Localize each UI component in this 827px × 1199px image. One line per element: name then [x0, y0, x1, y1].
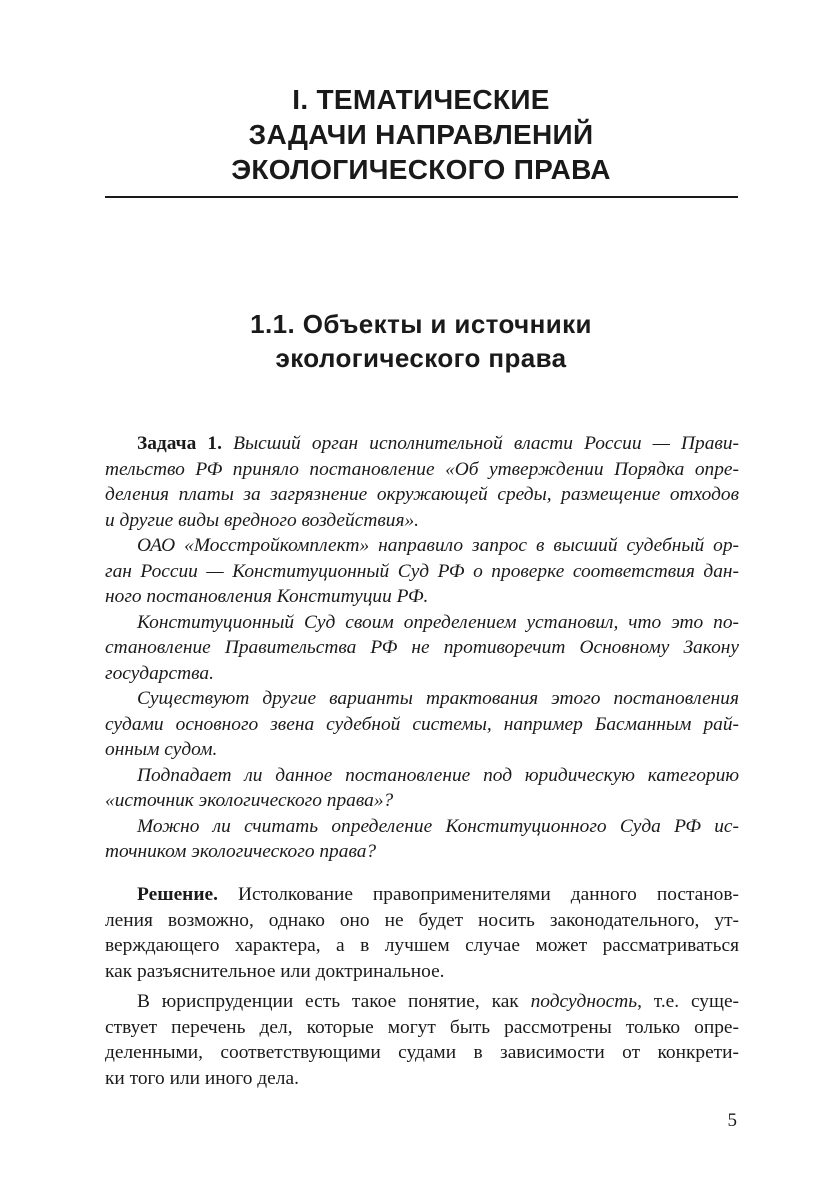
solution-line: ки того или иного дела. — [105, 1067, 299, 1089]
solution-line: деленными, соответствующими судами в зависимости от конкрети- — [105, 1042, 739, 1063]
problem-line: и другие виды вредного воздействия». — [105, 509, 420, 531]
problem-line: ного постановления Конституции РФ. — [105, 586, 429, 607]
solution-italic-term: подсудность — [530, 991, 638, 1012]
chapter-title-line: ЗАДАЧИ НАПРАВЛЕНИЙ — [248, 119, 594, 150]
problem-line: точником экологического права? — [105, 841, 377, 862]
problem-line: тельство РФ приняло постановление «Об утверждении Порядка опре- — [105, 458, 739, 480]
page-number: 5 — [727, 1110, 737, 1131]
problem-line: деления платы за загрязнение окружающей среды, размещение отходов — [105, 484, 739, 505]
problem-line: Существуют другие варианты трактования этого постановления — [137, 688, 739, 709]
problem-line: Конституционный Суд своим определением установил, что это по- — [137, 611, 739, 633]
problem-line — [105, 431, 739, 457]
problem-line: ган России — Конституционный Суд РФ о проверке соответствия дан- — [105, 560, 739, 582]
problem-line: государства. — [105, 662, 214, 684]
solution-line: верждающего характера, а в лучшем случае может рассматриваться — [105, 935, 739, 956]
problem-line: Подпадает ли данное постановление под юридическую категорию — [137, 764, 739, 786]
problem-line-text: Высший орган исполнительной власти России — Прави- — [233, 433, 739, 454]
chapter-title-line: I. ТЕМАТИЧЕСКИЕ — [292, 84, 550, 115]
chapter-title — [105, 82, 737, 187]
solution-line: ления возможно, однако оно не будет носить законодательного, ут- — [105, 909, 739, 931]
problem-block — [105, 431, 739, 865]
section-title — [105, 307, 737, 375]
problem-line: судами основного звена судебной системы, например Басманным рай- — [105, 713, 739, 735]
solution-text: , т.е. суще- — [637, 991, 740, 1012]
title-divider — [105, 196, 738, 198]
solution-label: Решение. — [137, 884, 218, 905]
section-title-line: экологического права — [275, 343, 567, 373]
solution-line — [105, 882, 739, 908]
problem-line: «источник экологического права»? — [105, 790, 394, 811]
solution-line-text: Истолкование правоприменителями данного постанов- — [237, 884, 739, 905]
solution-line: ствует перечень дел, которые могут быть рассмотрены только опре- — [105, 1016, 739, 1038]
solution-line — [105, 989, 739, 1015]
solution-block — [105, 882, 739, 1091]
problem-label: Задача 1. — [137, 433, 222, 454]
problem-line: онным судом. — [105, 739, 218, 760]
problem-line: ОАО «Мосстройкомплект» направило запрос в высший судебный ор- — [137, 535, 739, 556]
problem-line: Можно ли считать определение Конституционного Суда РФ ис- — [137, 815, 739, 837]
section-title-line: 1.1. Объекты и источники — [250, 309, 592, 339]
solution-line: как разъяснительное или доктринальное. — [105, 960, 445, 982]
chapter-title-line: ЭКОЛОГИЧЕСКОГО ПРАВА — [231, 154, 611, 185]
solution-text: В юриспруденции есть такое понятие, как — [137, 991, 531, 1012]
problem-line: становление Правительства РФ не противоречит Основному Закону — [105, 637, 739, 658]
